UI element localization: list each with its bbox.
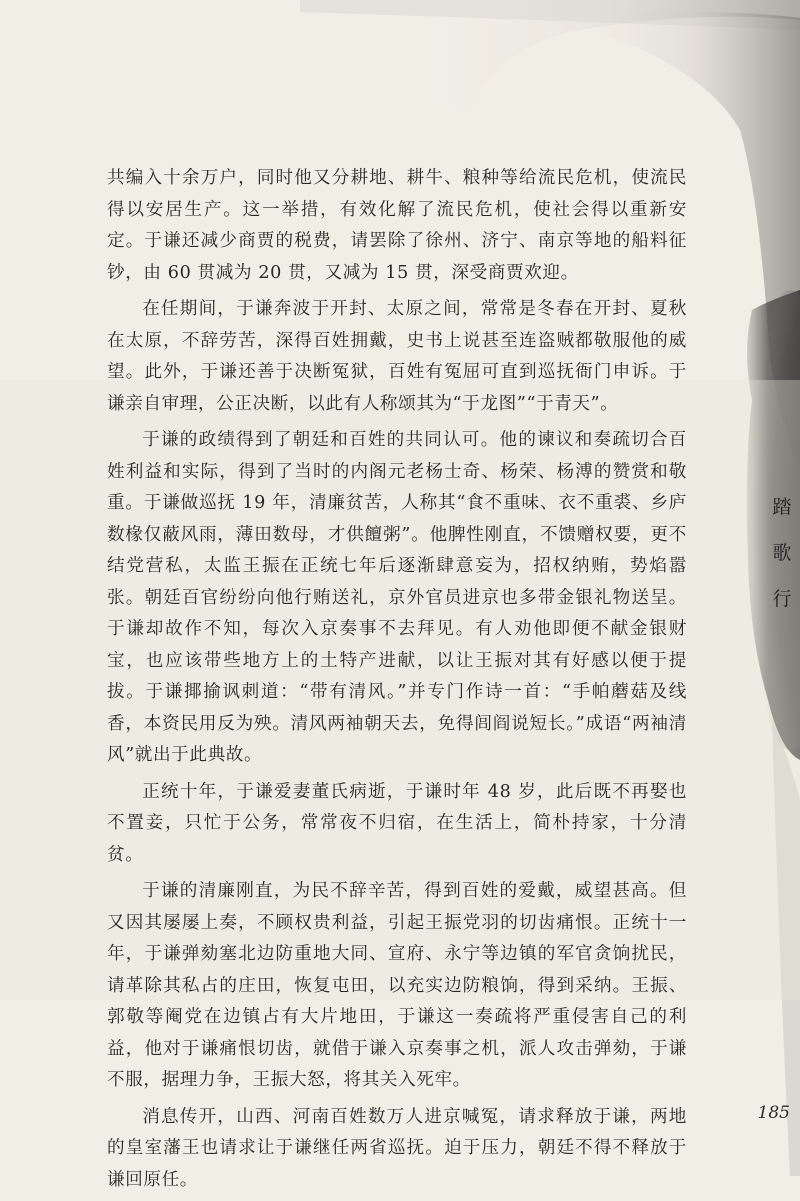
title-char: 歌	[772, 542, 792, 564]
body-text	[107, 163, 687, 1201]
paragraph: 在任期间，于谦奔波于开封、太原之间，常常是冬春在开封、夏秋在太原，不辞劳苦，深得百姓拥戴，史书上说甚至连盗贼都敬服他的威望。此外，于谦还善于决断冤狱，百姓有冤屈可直到巡抚衙门申诉。于谦亲自审理，公正决断，以此有人称颂其为“于龙图”“于青天”。	[107, 299, 687, 414]
page-number: 185	[757, 1103, 790, 1123]
paragraph: 于谦的政绩得到了朝廷和百姓的共同认可。他的谏议和奏疏切合百姓利益和实际，得到了当时的内阁元老杨士奇、杨荣、杨溥的赞赏和敬重。于谦做巡抚 19 年，清廉贫苦，人称其“食不重味、衣不重裘、乡庐数椽仅蔽风雨，薄田数母，才供饘粥”。他脾性刚直，不馈赠权要，更不结党营私，太监王振在正统七年后逐渐肆意妄为，招权纳贿，势焰嚣张。朝廷百官纷纷向他行贿送礼，京外官员进京也多带金银礼物送呈。于谦却故作不知，每次入京奏事不去拜见。有人劝他即便不献金银财宝，也应该带些地方上的土特产进献，以让王振对其有好感以便于提拔。于谦揶揄讽刺道：“带有清风。”并专门作诗一首：“手帕蘑菇及线香，本资民用反为殃。清风两袖朝天去，免得闾阎说短长。”成语“两袖清风”就出于此典故。	[107, 430, 687, 765]
paragraph: 共编入十余万户，同时他又分耕地、耕牛、粮种等给流民危机，使流民得以安居生产。这一举措，有效化解了流民危机，使社会得以重新安定。于谦还减少商贾的税费，请罢除了徐州、济宁、南京等地的船料征钞，由 60 贯减为 20 贯，又减为 15 贯，深受商贾欢迎。	[107, 168, 687, 283]
vertical-section-title	[770, 484, 794, 622]
title-char: 踏	[772, 496, 792, 518]
paragraph: 正统十年，于谦爱妻董氏病逝，于谦时年 48 岁，此后既不再娶也不置妾，只忙于公务，常常夜不归宿，在生活上，简朴持家，十分清贫。	[107, 781, 687, 865]
title-char: 行	[772, 588, 792, 610]
paragraph: 于谦的清廉刚直，为民不辞辛苦，得到百姓的爱戴，威望甚高。但又因其屡屡上奏，不顾权贵利益，引起王振党羽的切齿痛恨。正统十一年，于谦弹劾塞北边防重地大同、宣府、永宁等边镇的军官贪饷扰民，请革除其私占的庄田，恢复屯田，以充实边防粮饷，得到采纳。王振、郭敬等阉党在边镇占有大片地田，于谦这一奏疏将严重侵害自己的利益，他对于谦痛恨切齿，就借于谦入京奏事之机，派人攻击弹劾，于谦不服，据理力争，王振大怒，将其关入死牢。	[107, 881, 687, 1090]
paragraph: 消息传开，山西、河南百姓数万人进京喊冤，请求释放于谦，两地的皇室藩王也请求让于谦继任两省巡抚。迫于压力，朝廷不得不释放于谦回原任。	[107, 1106, 687, 1190]
